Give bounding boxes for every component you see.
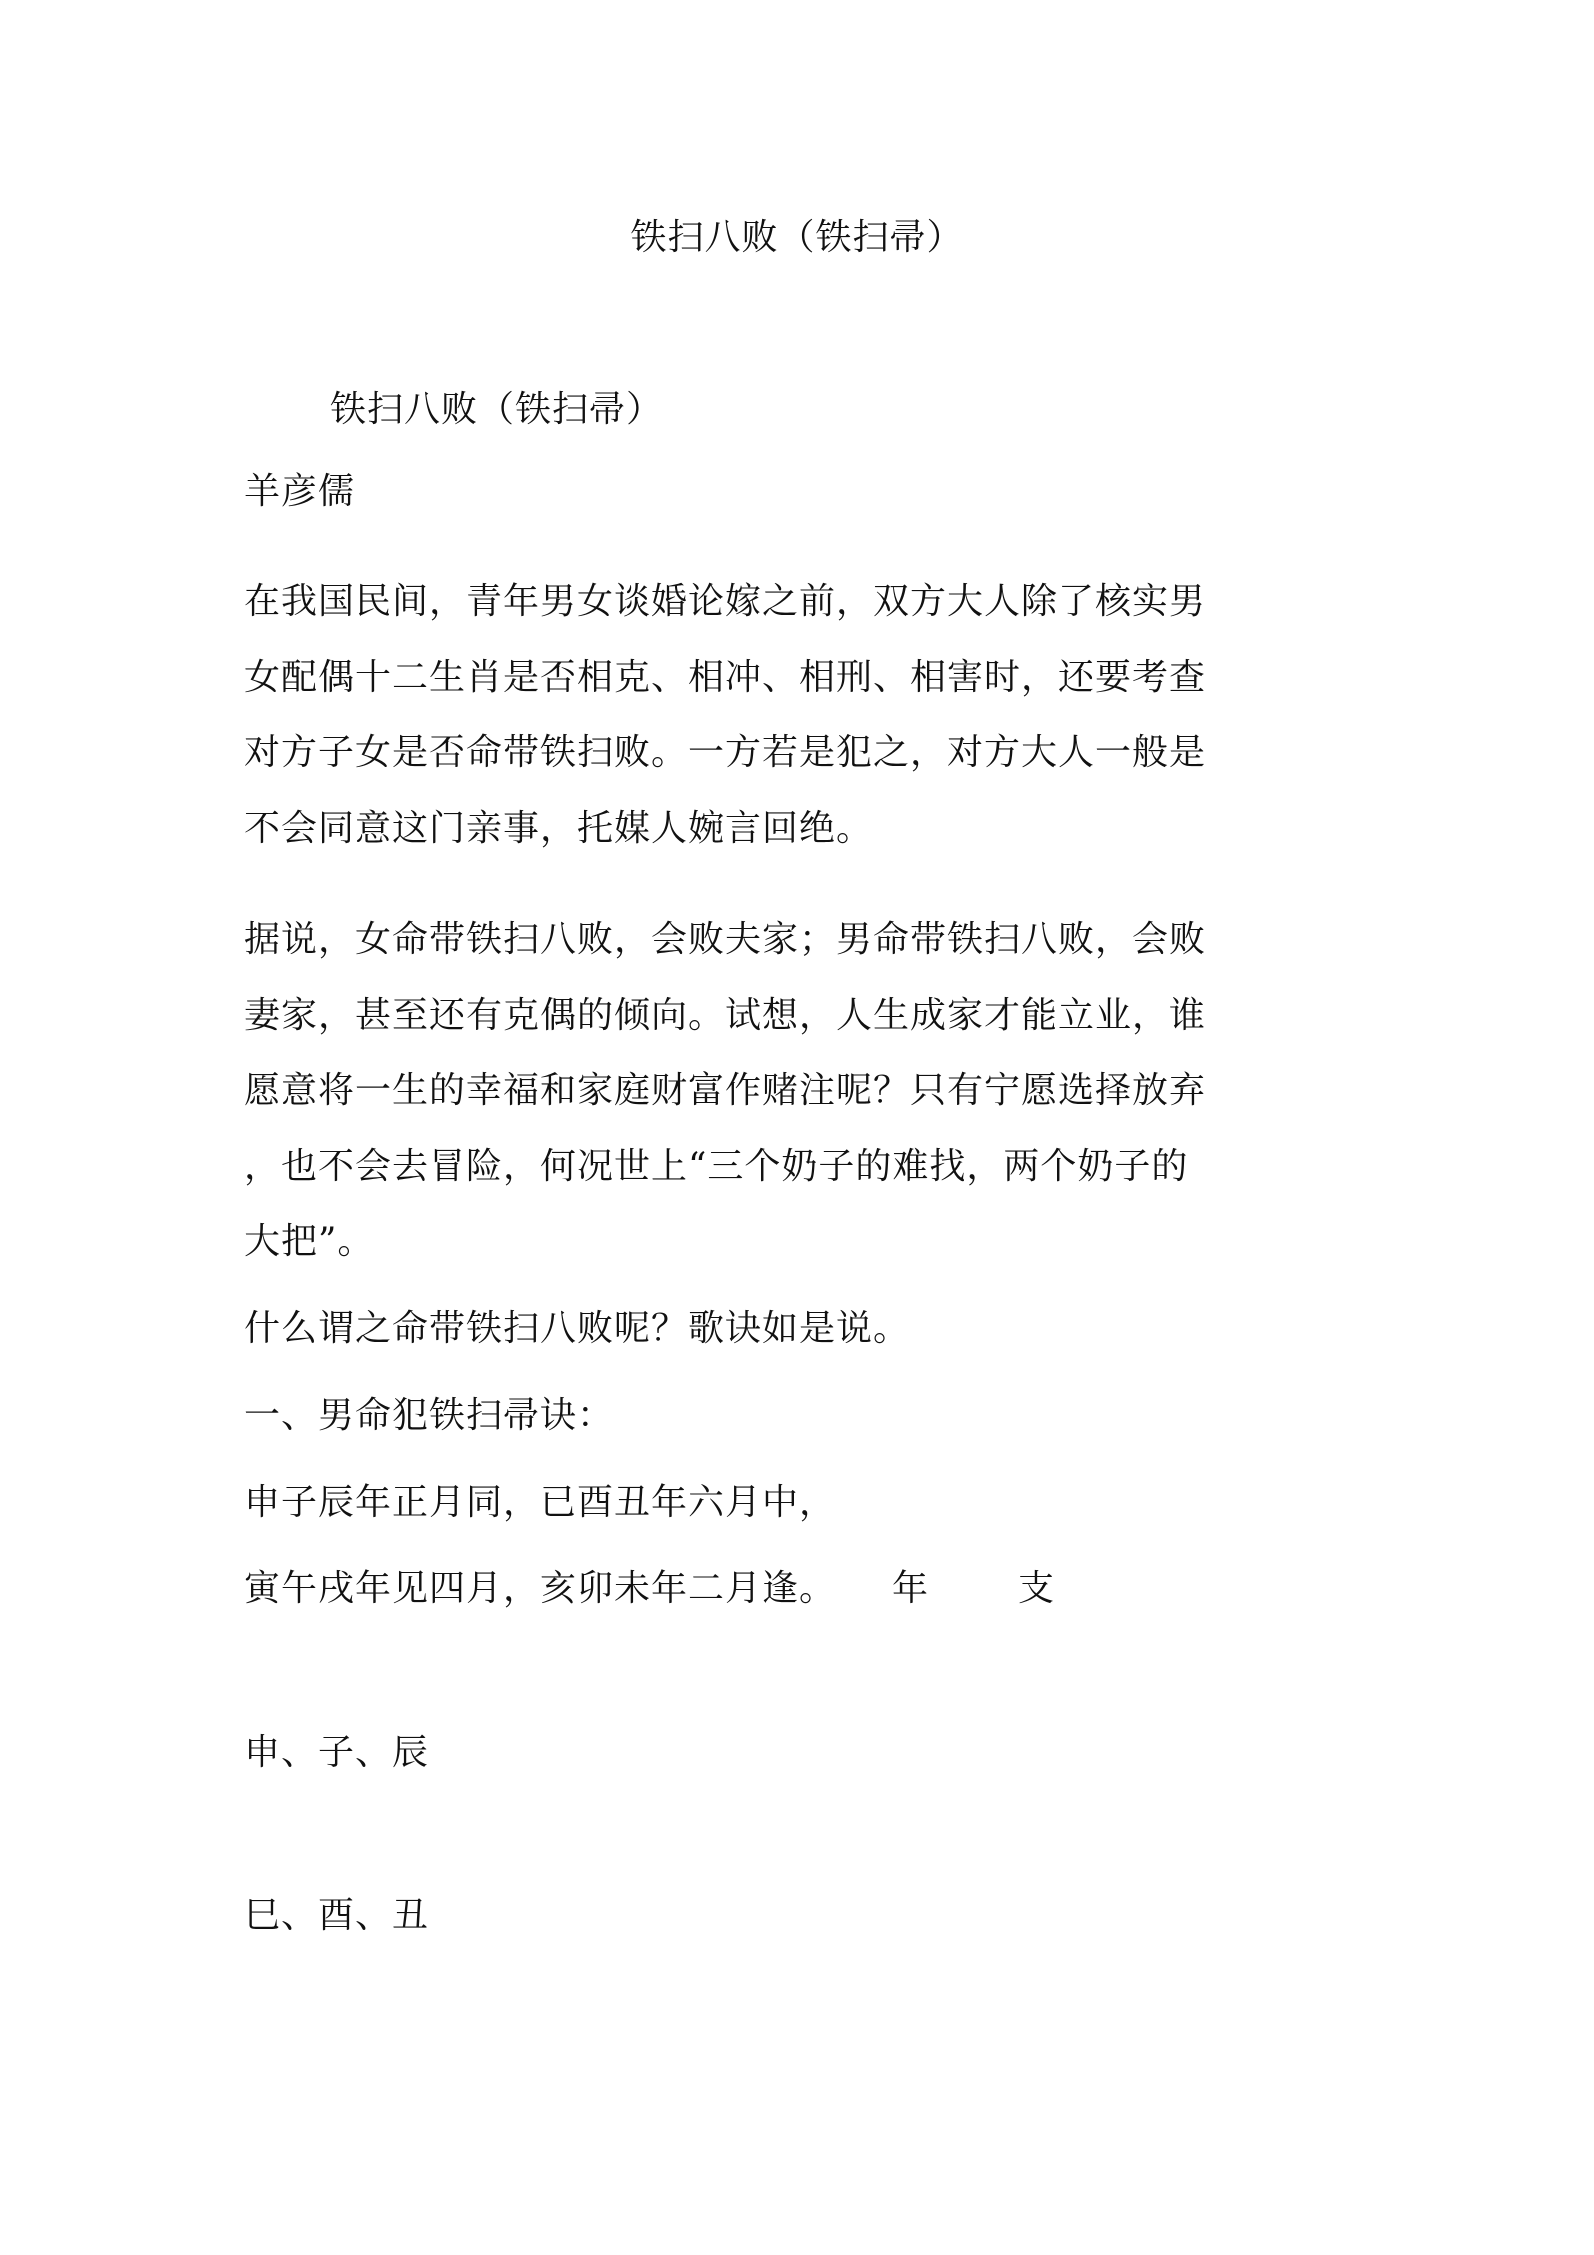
verse-line-1: 申子辰年正月同，已酉丑年六月中， <box>244 1482 837 1523</box>
document-title: 铁扫八败（铁扫帚） <box>630 217 964 258</box>
paragraph-2-line-3: 愿意将一生的幸福和家庭财富作赌注呢？只有宁愿选择放弃 <box>244 1070 1207 1111</box>
verse-line-2: 寅午戌年见四月，亥卯未年二月逢。 <box>244 1568 837 1609</box>
paragraph-2-line-4: ，也不会去冒险，何况世上“三个奶子的难找，两个奶子的 <box>244 1146 1189 1187</box>
table-header-year: 年 <box>892 1568 930 1609</box>
document-subtitle: 铁扫八败（铁扫帚） <box>330 389 664 430</box>
male-heading: 一、男命犯铁扫帚诀： <box>244 1395 615 1436</box>
question-line: 什么谓之命带铁扫八败呢？歌诀如是说。 <box>244 1308 911 1349</box>
table-header-branch: 支 <box>1018 1568 1056 1609</box>
paragraph-1-line-4: 不会同意这门亲事，托媒人婉言回绝。 <box>244 808 874 849</box>
paragraph-2-line-2: 妻家，甚至还有克偶的倾向。试想，人生成家才能立业，谁 <box>244 995 1207 1036</box>
paragraph-1-line-2: 女配偶十二生肖是否相克、相冲、相刑、相害时，还要考查 <box>244 657 1207 698</box>
table-row-1: 申、子、辰 <box>244 1732 430 1773</box>
paragraph-1-line-3: 对方子女是否命带铁扫败。一方若是犯之，对方大人一般是 <box>244 732 1207 773</box>
table-row-2: 巳、酉、丑 <box>244 1895 430 1936</box>
paragraph-2-line-5: 大把”。 <box>244 1221 375 1262</box>
author-name: 羊彦儒 <box>244 471 356 512</box>
paragraph-2-line-1: 据说，女命带铁扫八败，会败夫家；男命带铁扫八败，会败 <box>244 919 1207 960</box>
paragraph-1-line-1: 在我国民间，青年男女谈婚论嫁之前，双方大人除了核实男 <box>244 581 1207 622</box>
